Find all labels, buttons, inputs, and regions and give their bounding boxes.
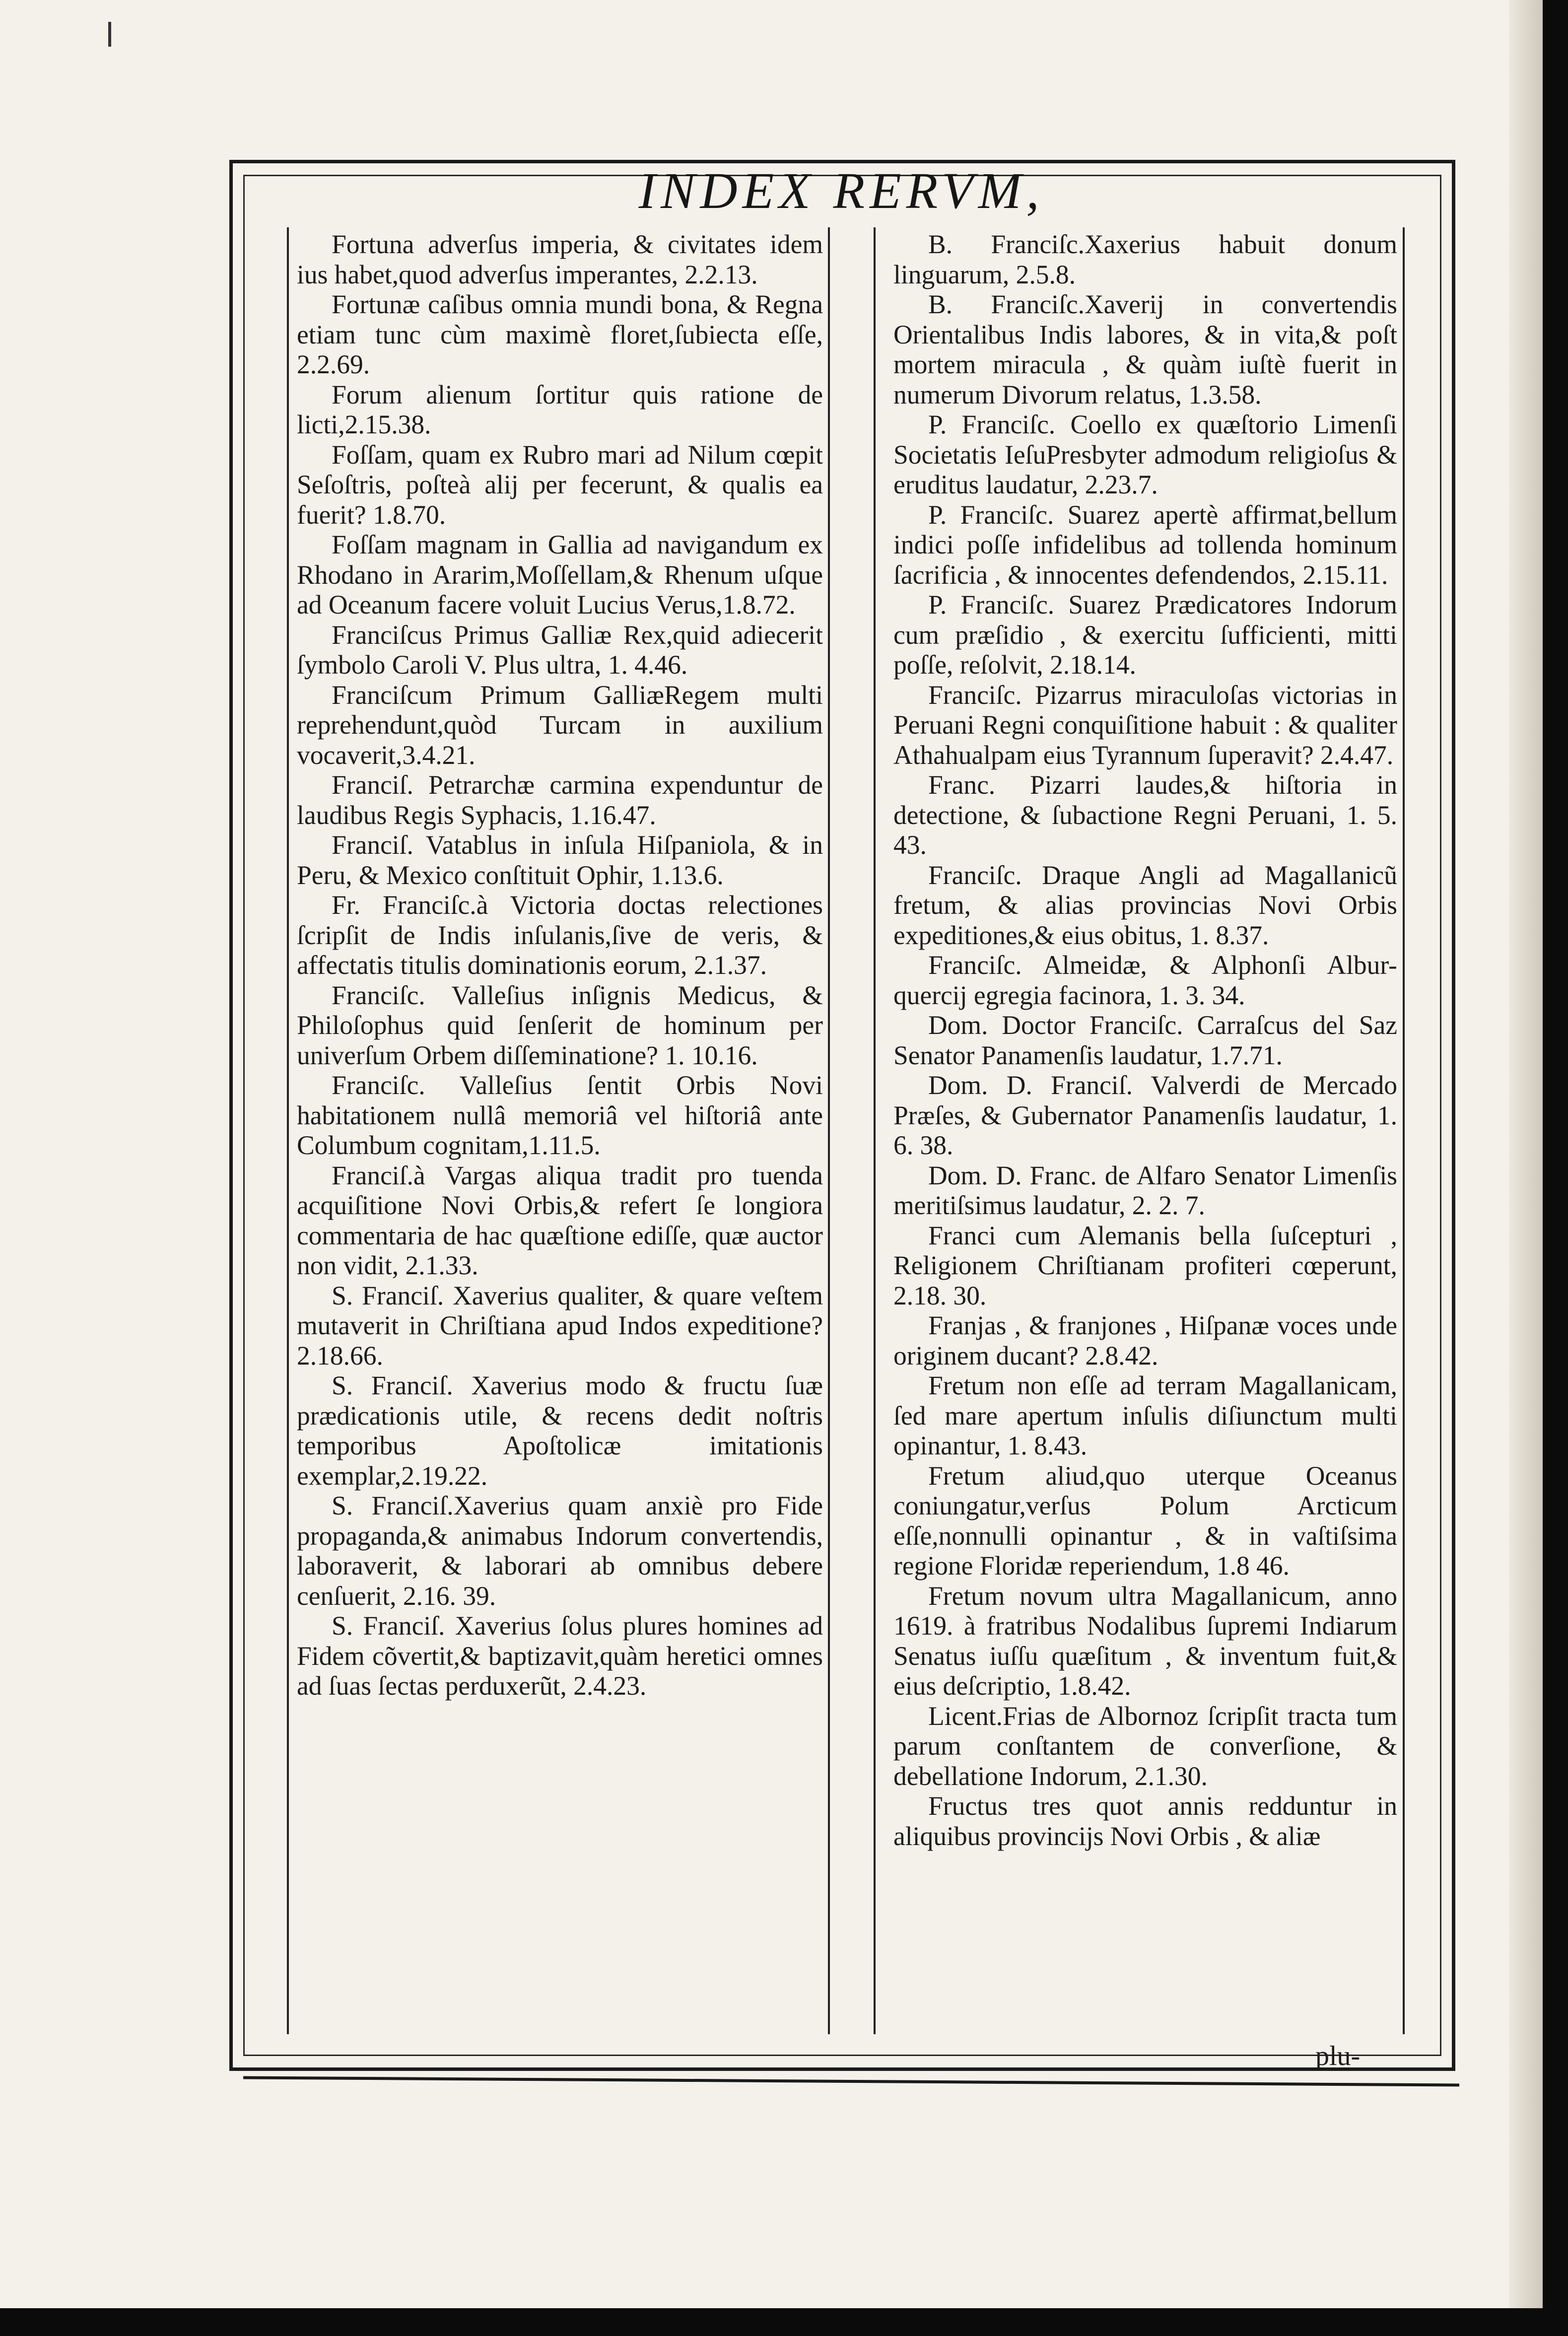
index-entry: Franciſc. Pizarrus miraculoſas victorias in Peruani Regni conquiſitione habuit : & qualiter Athahualpam eius Tyrannum ſuperavit? 2.4.47. [893,680,1397,770]
margin-mark [108,22,111,47]
index-entry: Franciſc. Almeidæ, & Alphonſi Albur-quercij egregia facinora, 1. 3. 34. [893,950,1397,1010]
index-entry: Fructus tres quot annis redduntur in aliquibus provincijs Novi Orbis , & aliæ [893,1791,1397,1851]
index-entry: Dom. Doctor Franciſc. Carraſcus del Saz Senator Panamenſis laudatur, 1.7.71. [893,1010,1397,1070]
index-entry: Dom. D. Franc. de Alfaro Senator Limenſis meritiſsimus laudatur, 2. 2. 7. [893,1160,1397,1220]
index-entry: P. Franciſc. Coello ex quæſtorio Limenſi Societatis IeſuPresbyter admodum religioſus & eruditus laudatur, 2.23.7. [893,410,1397,499]
index-entry: Dom. D. Franciſ. Valverdi de Mercado Præſes, & Gubernator Panamenſis laudatur, 1. 6. 38. [893,1070,1397,1160]
index-entry: Fortuna adverſus imperia, & civitates idem ius habet,quod adverſus imperantes, 2.2.13. [297,229,823,289]
index-entry: S. Franciſ. Xaverius ſolus plures homines ad Fidem cõvertit,& baptizavit,quàm heretici omnes ad ſuas ſectas perduxerũt, 2.4.23. [297,1611,823,1701]
index-entry: Franciſc. Valleſius inſignis Medicus, & Philoſophus quid ſenſerit de hominum per univerſum Orbem diſſeminatione? 1. 10.16. [297,980,823,1070]
index-entry: Franciſ. Petrarchæ carmina expenduntur de laudibus Regis Syphacis, 1.16.47. [297,770,823,830]
bottom-rule [243,2076,1459,2087]
column-rule-right-outer [1403,227,1405,2034]
page-title: INDEX RERVM, [638,162,1044,219]
left-column [297,229,823,2016]
index-entry: Franciſc. Valleſius ſentit Orbis Novi habitationem nullâ memoriâ vel hiſtoriâ ante Columbum cognitam,1.11.5. [297,1070,823,1160]
index-entry: Franjas , & franjones , Hiſpanæ voces unde originem ducant? 2.8.42. [893,1310,1397,1371]
index-entry: S. Franciſ.Xaverius quam anxiè pro Fide propaganda,& animabus Indorum convertendis, laboraverit, & laborari ab omnibus debere cenſuerit, 2.16. 39. [297,1491,823,1611]
index-entry: Franciſ.à Vargas aliqua tradit pro tuenda acquiſitione Novi Orbis,& refert ſe longiora commentaria de hac quæſtione ediſſe, quæ auctor non vidit, 2.1.33. [297,1160,823,1280]
index-entry: Fr. Franciſc.à Victoria doctas relectiones ſcripſit de Indis inſulanis,ſive de veris, & affectatis titulis dominationis eorum, 2.1.37. [297,890,823,980]
index-entry: Fretum novum ultra Magallanicum, anno 1619. à fratribus Nodalibus ſupremi Indiarum Senatus iuſſu quæſitum , & inventum fuit,& eius deſcriptio, 1.8.42. [893,1580,1397,1701]
index-entry: Fortunæ caſibus omnia mundi bona, & Regna etiam tunc cùm maximè floret,ſubiecta eſſe, 2.2.69. [297,289,823,379]
index-entry: Fretum non eſſe ad terram Magallanicam, ſed mare apertum inſulis diſiunctum multi opinantur, 1. 8.43. [893,1371,1397,1460]
index-entry: Licent.Frias de Albornoz ſcripſit tracta tum parum conſtantem de converſione, & debellatione Indorum, 2.1.30. [893,1701,1397,1791]
index-entry: Franci cum Alemanis bella ſuſcepturi , Religionem Chriſtianam profiteri cœperunt, 2.18. 30. [893,1220,1397,1310]
index-entry: B. Franciſc.Xaverij in convertendis Orientalibus Indis labores, & in vita,& poſt mortem miracula , & quàm iuſtè fuerit in numerum Divorum relatus, 1.3.58. [893,289,1397,410]
index-entry: B. Franciſc.Xaxerius habuit donum linguarum, 2.5.8. [893,229,1397,289]
catchword: plu- [1315,2041,1361,2071]
index-entry: Franciſcus Primus Galliæ Rex,quid adiecerit ſymbolo Caroli V. Plus ultra, 1. 4.46. [297,619,823,680]
index-entry: P. Franciſc. Suarez Prædicatores Indorum cum præſidio , & exercitu ſufficienti, mitti poſſe, reſolvit, 2.18.14. [893,590,1397,680]
index-entry: P. Franciſc. Suarez apertè affirmat,bellum indici poſſe infidelibus ad tollenda hominum ſacrificia , & innocentes defendendos, 2.15.11. [893,499,1397,590]
index-entry: Foſſam magnam in Gallia ad navigandum ex Rhodano in Ararim,Moſſellam,& Rhenum uſque ad Oceanum facere voluit Lucius Verus,1.8.72. [297,530,823,619]
column-rule-left-outer [287,227,289,2034]
index-entry: Franciſcum Primum GalliæRegem multi reprehendunt,quòd Turcam in auxilium vocaverit,3.4.21. [297,680,823,770]
column-rule-right-inner [874,227,876,2034]
page-edge [1509,0,1543,2308]
index-entry: Franc. Pizarri laudes,& hiſtoria in detectione, & ſubactione Regni Peruani, 1. 5. 43. [893,770,1397,860]
index-entry: Fretum aliud,quo uterque Oceanus coniungatur,verſus Polum Arcticum eſſe,nonnulli opinantur , & in vaſtiſsima regione Floridæ reperiendum, 1.8 46. [893,1460,1397,1580]
right-column [893,229,1397,2016]
column-rule-left-inner [828,227,830,2034]
index-entry: Foſſam, quam ex Rubro mari ad Nilum cœpit Seſoſtris, poſteà alij per fecerunt, & qualis ea fuerit? 1.8.70. [297,439,823,530]
index-entry: S. Franciſ. Xaverius modo & fructu ſuæ prædicationis utile, & recens dedit noſtris temporibus Apoſtolicæ imitationis exemplar,2.19.22. [297,1371,823,1491]
index-entry: Franciſ. Vatablus in inſula Hiſpaniola, & in Peru, & Mexico conſtituit Ophir, 1.13.6. [297,830,823,890]
index-entry: Franciſc. Draque Angli ad Magallanicũ fretum, & alias provincias Novi Orbis expeditiones,& eius obitus, 1. 8.37. [893,860,1397,950]
index-entry: S. Franciſ. Xaverius qualiter, & quare veſtem mutaverit in Chriſtiana apud Indos expeditione? 2.18.66. [297,1280,823,1371]
page-header [238,164,1444,218]
index-entry: Forum alienum ſortitur quis ratione de licti,2.15.38. [297,379,823,439]
